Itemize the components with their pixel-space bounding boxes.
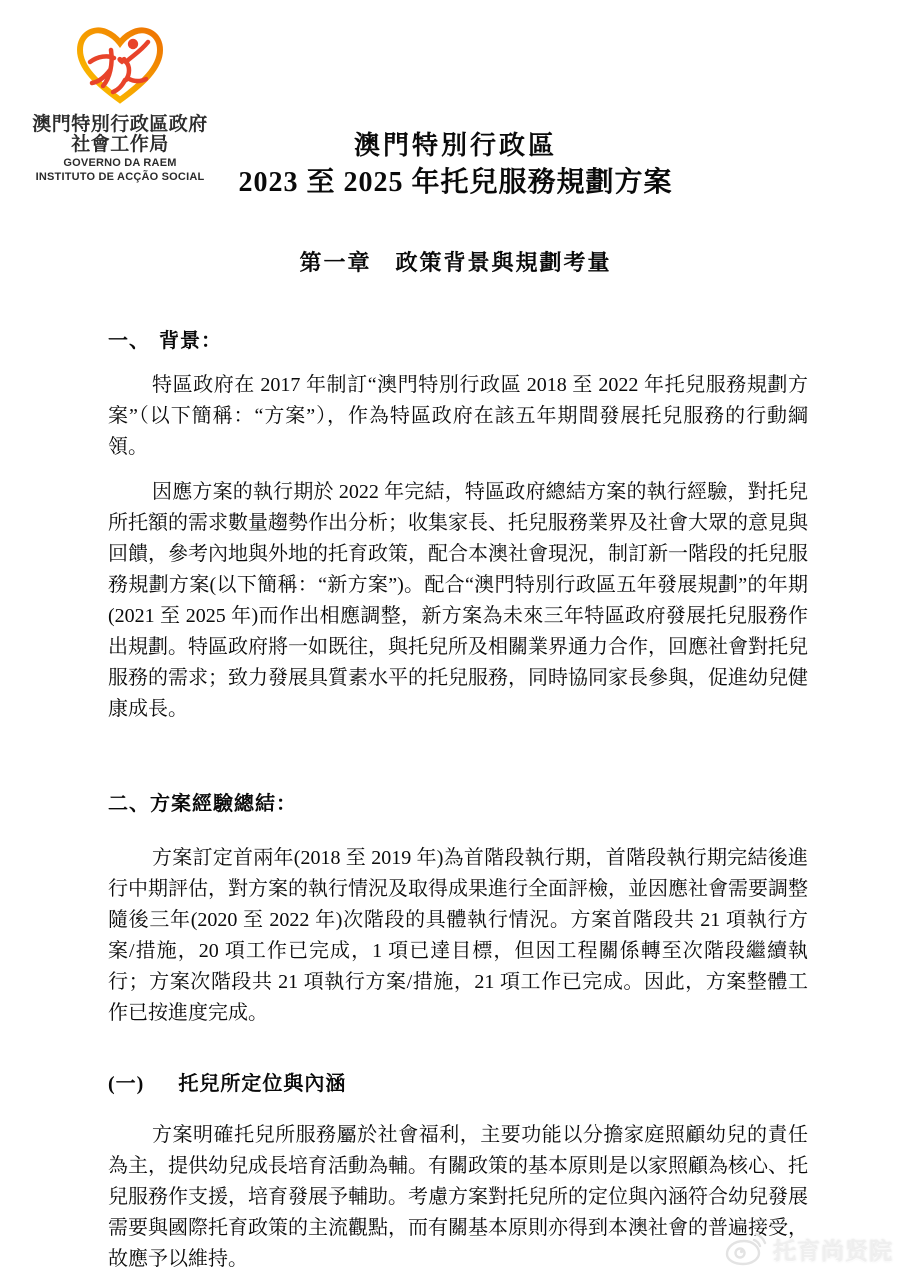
- subsection-number: (一): [108, 1073, 145, 1095]
- section-title: 方案經驗總結：: [150, 793, 297, 815]
- paragraph-positioning: 方案明確托兒所服務屬於社會福利，主要功能以分擔家庭照顧幼兒的責任為主，提供幼兒成長培育活動為輔。有關政策的基本原則是以家照顧為核心、托兒服務作支援，培育發展予輔助。考慮方案對托兒所的定位與內涵符合幼兒發展需要與國際托育政策的主流觀點，而有關基本原則亦得到本澳社會的普遍接受，故應予以維持。: [108, 1124, 808, 1270]
- document-title-line1: 澳門特別行政區: [353, 131, 557, 160]
- org-name-pt-line2: INSTITUTO DE ACÇÃO SOCIAL: [35, 171, 205, 183]
- iss-heart-logo-icon: [70, 22, 170, 107]
- document-title-line2: 2023 至 2025 年托兒服務規劃方案: [238, 167, 673, 198]
- subsection-title: 托兒所定位與內涵: [178, 1073, 347, 1095]
- org-name-zh-line2: 社會工作局: [71, 134, 169, 155]
- org-name-zh-line1: 澳門特別行政區政府: [32, 114, 208, 135]
- paragraph-experience-summary: 方案訂定首兩年(2018 至 2019 年)為首階段執行期，首階段執行期完結後進行中期評估，對方案的執行情況及取得成果進行全面評檢，並因應社會需要調整隨後三年(2020 至 2022 年)次階段的具體執行情況。方案首階段共 21 項執行方案/措施，20 項工作已完成，1 項已達目標，但因工程關係轉至次階段繼續執行；方案次階段共 21 項執行方案/措施，21 項工作已完成。因此，方案整體工作已按進度完成。: [108, 847, 808, 1024]
- section-title: 背景：: [159, 330, 222, 352]
- watermark: [724, 1231, 893, 1267]
- watermark-text: 托育尚贤院: [773, 1237, 893, 1264]
- document-title: [0, 128, 911, 202]
- weibo-icon: [724, 1231, 768, 1267]
- paragraph-background-1: 特區政府在 2017 年制訂“澳門特別行政區 2018 至 2022 年托兒服務規劃方案”（以下簡稱：“方案”），作為特區政府在該五年期間發展托兒服務的行動綱領。: [108, 374, 808, 458]
- subsection-heading-positioning: [108, 1071, 808, 1097]
- document-body: [108, 318, 808, 1275]
- paragraph-background-2: 因應方案的執行期於 2022 年完結，特區政府總結方案的執行經驗，對托兒所托額的需求數量趨勢作出分析；收集家長、托兒服務業界及社會大眾的意見與回饋，參考內地與外地的托育政策，配合本澳社會現況，制訂新一階段的托兒服務規劃方案(以下簡稱：“新方案”)。配合“澳門特別行政區五年發展規劃”的年期(2021 至 2025 年)而作出相應調整，新方案為未來三年特區政府發展托兒服務作出規劃。特區政府將一如既往，與托兒所及相關業界通力合作，回應社會對托兒服務的需求；致力發展具質素水平的托兒服務，同時協同家長參與，促進幼兒健康成長。: [108, 481, 808, 720]
- section-number: 二、: [108, 793, 150, 815]
- section-number: 一、: [108, 330, 150, 352]
- section-heading-experience-summary: [108, 791, 808, 817]
- org-name-pt-line1: GOVERNO DA RAEM: [63, 157, 177, 169]
- section-heading-background: [108, 328, 808, 354]
- chapter-heading: 第一章 政策背景與規劃考量: [299, 250, 612, 275]
